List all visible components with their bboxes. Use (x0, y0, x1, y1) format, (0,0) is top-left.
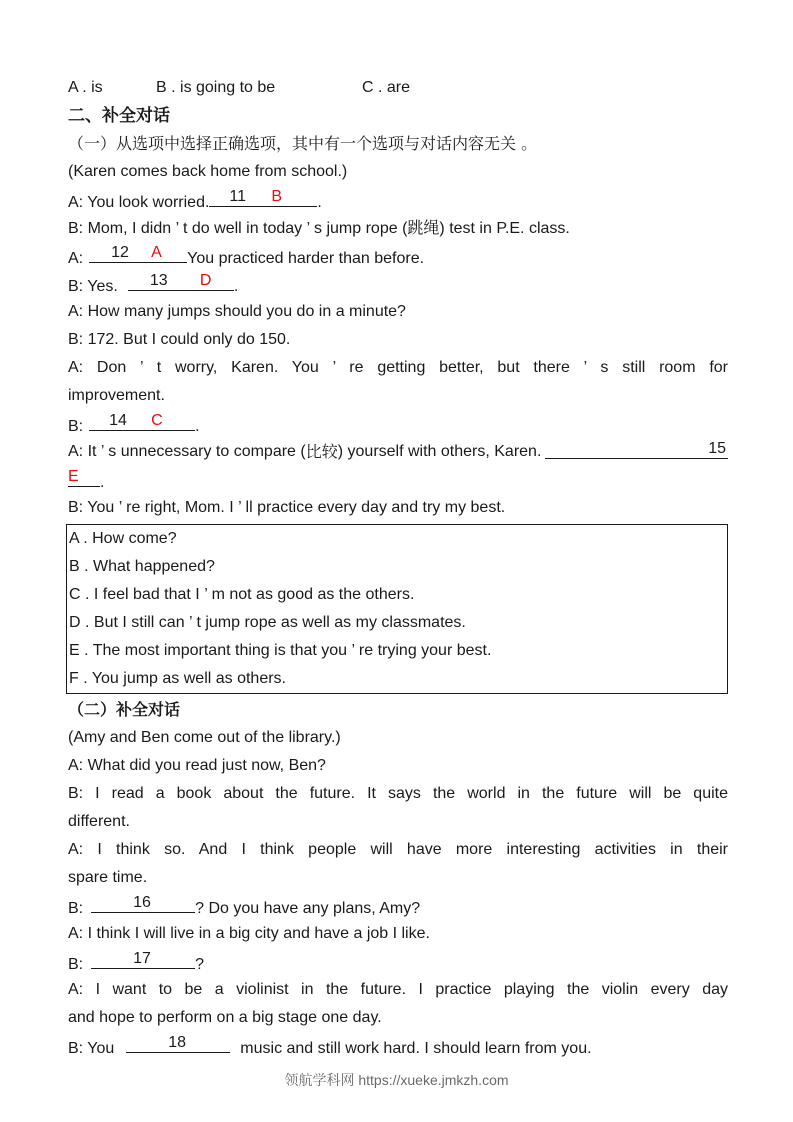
top-options-row (68, 74, 728, 102)
blank-14 (89, 410, 195, 431)
answer-mark: C (151, 412, 163, 429)
q13-post: . (233, 278, 239, 295)
blank-number: 12 (111, 244, 129, 261)
q11-text: A: You look worried. (68, 194, 210, 211)
blank-number: 13 (149, 272, 168, 289)
section-title: 二、补全对话 (68, 106, 170, 126)
part2-scene: (Amy and Ben come out of the library.) (68, 729, 341, 746)
blank-17 (91, 948, 195, 969)
question-12 (68, 242, 728, 270)
line-a3-second: improvement. (68, 387, 165, 404)
p2-line-a2-second: spare time. (68, 869, 148, 886)
question-17 (68, 948, 728, 976)
q11-post: . (317, 194, 322, 211)
q14-pre: B: (68, 418, 84, 435)
p2-line-a3: A: I think I will live in a big city and have a job I like. (68, 925, 430, 942)
p2-line-a2-first: A: I think so. And I think people will have more interesting activities in their (68, 841, 728, 858)
question-16 (68, 892, 728, 920)
line-a3-first: A: Don ’ t worry, Karen. You ’ re getting better, but there ’ s still room for (68, 359, 728, 376)
question-15-continued (68, 466, 728, 494)
q18-pre: B: You (68, 1040, 115, 1057)
part2-title: （二）补全对话 (68, 700, 181, 719)
line-a2: A: How many jumps should you do in a minute? (68, 303, 406, 320)
q18-post: music and still work hard. I should learn from you. (240, 1040, 592, 1057)
option-a: A . How come? (69, 530, 177, 547)
q16-pre: B: (68, 900, 84, 917)
q15-mid: ) yourself with others, Karen. (337, 443, 542, 460)
q12-pre: A: (68, 250, 84, 267)
q15-post: . (100, 474, 105, 491)
line-b1-cn: 跳绳 (407, 218, 440, 237)
q17-pre: B: (68, 956, 84, 973)
blank-15-continued (68, 466, 100, 487)
blank-16 (91, 892, 195, 913)
q15-pre: A: It ’ s unnecessary to compare ( (68, 443, 306, 460)
line-b1-pre: B: Mom, I didn ’ t do well in today ’ s jump rope ( (68, 220, 408, 237)
line-b4: B: You ’ re right, Mom. I ’ ll practice every day and try my best. (68, 499, 506, 516)
blank-number: 18 (168, 1034, 187, 1051)
option-d: D . But I still can ’ t jump rope as well as my classmates. (69, 614, 466, 631)
p2-line-a4-second: and hope to perform on a big stage one day. (68, 1009, 382, 1026)
p2-line-b1-second: different. (68, 813, 130, 830)
answer-mark: D (199, 272, 212, 289)
question-18 (68, 1032, 728, 1060)
p2-line-b1-first: B: I read a book about the future. It says the world in the future will be quite (68, 785, 728, 802)
question-15 (68, 438, 728, 466)
blank-number: 15 (708, 440, 726, 457)
q12-post: You practiced harder than before. (187, 250, 425, 267)
question-14 (68, 410, 728, 438)
blank-13 (128, 270, 234, 291)
worksheet-page (68, 74, 728, 1060)
part1-scene: (Karen comes back home from school.) (68, 163, 348, 180)
p2-line-a4-first: A: I want to be a violinist in the future. I practice playing the violin every day (68, 981, 728, 998)
blank-15 (545, 438, 728, 459)
blank-12 (89, 242, 187, 263)
line-b1 (68, 214, 728, 242)
option-b-is-going-to-be: B . is going to be (156, 79, 276, 96)
q17-post: ? (195, 956, 205, 973)
question-11 (68, 186, 728, 214)
answer-mark: E (68, 468, 79, 485)
option-b: B . What happened? (69, 558, 215, 575)
option-e: E . The most important thing is that you ’ re trying your best. (69, 642, 492, 659)
q16-post: ? Do you have any plans, Amy? (195, 900, 421, 917)
p2-line-a1: A: What did you read just now, Ben? (68, 757, 326, 774)
footer-watermark: 领航学科网 https://xueke.jmkzh.com (284, 1072, 509, 1088)
blank-18 (126, 1032, 230, 1053)
blank-number: 17 (133, 950, 151, 967)
part1-title: （一）从选项中选择正确选项，其中有一个选项与对话内容无关 。 (68, 134, 538, 153)
question-13 (68, 270, 728, 298)
option-a-is: A . is (68, 79, 103, 96)
q15-cn: 比较 (305, 442, 338, 461)
answer-mark: A (151, 244, 162, 261)
option-f: F . You jump as well as others. (69, 670, 286, 687)
blank-11 (209, 186, 317, 207)
blank-number: 16 (133, 894, 151, 911)
q13-pre: B: Yes. (68, 278, 118, 295)
options-box (66, 524, 728, 694)
line-b2: B: 172. But I could only do 150. (68, 331, 291, 348)
blank-number: 14 (109, 412, 127, 429)
blank-number: 11 (229, 188, 247, 205)
option-c-are: C . are (362, 79, 411, 96)
line-b1-post: ) test in P.E. class. (439, 220, 570, 237)
answer-mark: B (271, 188, 283, 205)
option-c: C . I feel bad that I ’ m not as good as the others. (69, 586, 415, 603)
q14-post: . (195, 418, 200, 435)
